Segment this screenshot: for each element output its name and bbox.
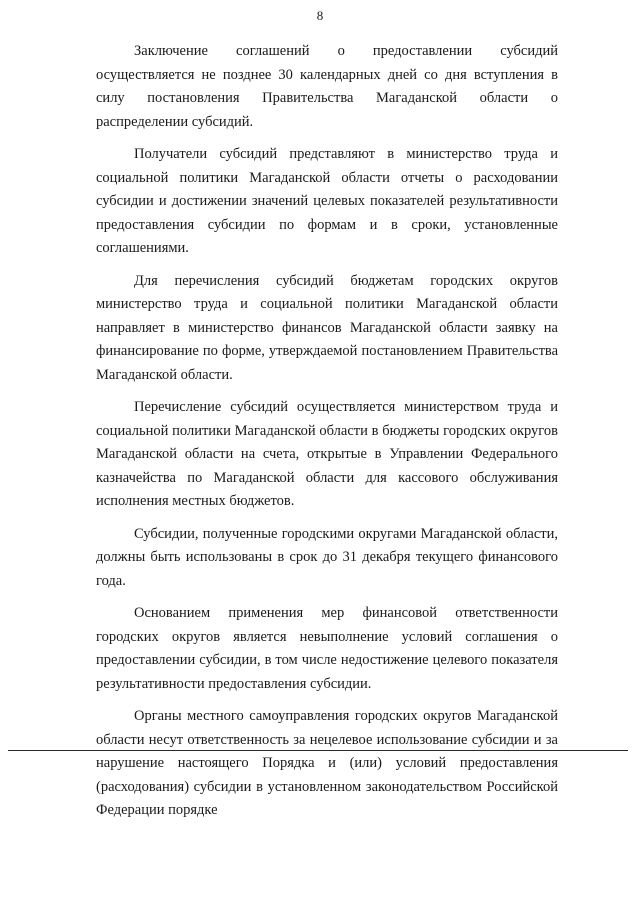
- paragraph-funding-request: Для перечисления субсидий бюджетам городских округов министерство труда и социальной политики Магаданской области направляет в министерство финансов Магаданской области заявку на финансирование по форме, утверждаемой постановлением Правительства Магаданской области.: [96, 272, 558, 383]
- paragraph-financial-liability: Основанием применения мер финансовой ответственности городских округов является невыполнение условий соглашения о предоставлении субсидии, в том числе недостижение целевого показателя результативности предоставления субсидии.: [96, 605, 558, 692]
- page-number: 8: [316, 8, 324, 23]
- paragraph-usage-deadline: Субсидии, полученные городскими округами Магаданской области, должны быть использованы в срок до 31 декабря текущего финансового года.: [96, 525, 558, 589]
- bottom-divider-line: [8, 750, 628, 751]
- paragraph-local-government-responsibility: Органы местного самоуправления городских округов Магаданской области несут ответственность за нецелевое использование субсидии и за нарушение настоящего Порядка и (или) условий предоставления (расходования) субсидии в установленном законодательством Российской Федерации порядке: [96, 708, 558, 818]
- paragraph-agreement-deadline: Заключение соглашений о предоставлении субсидий осуществляется не позднее 30 календарных дней со дня вступления в силу постановления Правительства Магаданской области о распределении субсидий.: [96, 43, 558, 130]
- paragraph-recipient-reports: Получатели субсидий представляют в министерство труда и социальной политики Магаданской области отчеты о расходовании субсидии и достижении значений целевых показателей результативности предоставления субсидии по формам и в сроки, установленные соглашениями.: [96, 146, 558, 256]
- paragraph-subsidy-transfer: Перечисление субсидий осуществляется министерством труда и социальной политики Магаданской области в бюджеты городских округов Магаданской области на счета, открытые в Управлении Федерального казначейства по Магаданской области для кассового обслуживания исполнения местных бюджетов.: [96, 399, 558, 509]
- document-body: [96, 40, 558, 823]
